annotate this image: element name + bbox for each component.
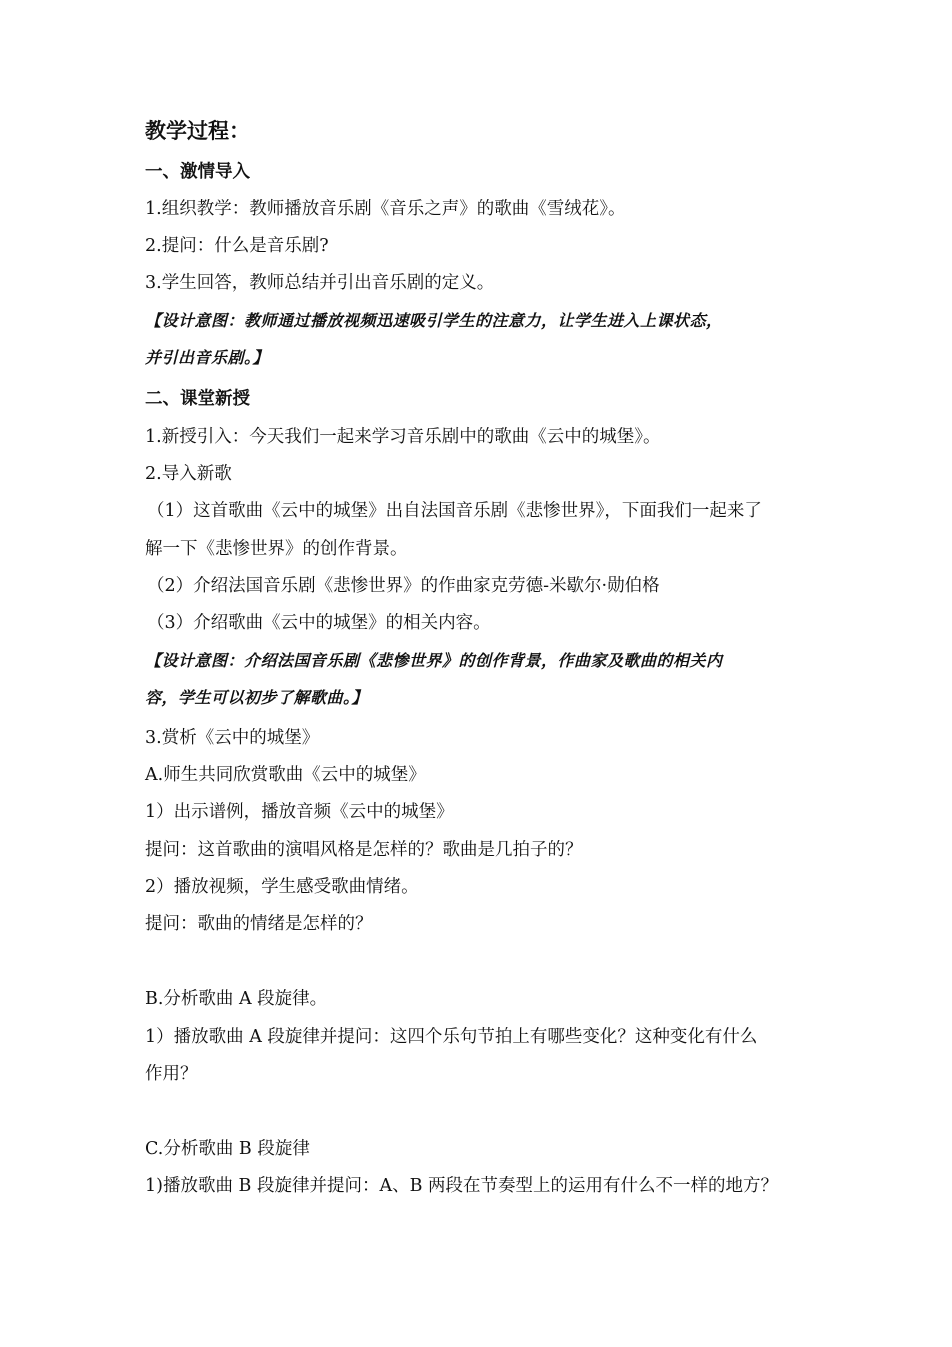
list-item: 1）播放歌曲 A 段旋律并提问：这四个乐句节拍上有哪些变化？这种变化有什么 bbox=[145, 1027, 758, 1047]
page-title: 教学过程： bbox=[145, 119, 250, 143]
list-item: 1.组织教学：教师播放音乐剧《音乐之声》的歌曲《雪绒花》。 bbox=[145, 199, 626, 219]
list-item: 3.赏析《云中的城堡》 bbox=[145, 728, 320, 748]
list-item: 2.提问：什么是音乐剧? bbox=[145, 236, 329, 256]
question-text: 提问：歌曲的情绪是怎样的？ bbox=[145, 914, 373, 934]
design-intent-line: 【设计意图：教师通过播放视频迅速吸引学生的注意力，让学生进入上课状态， bbox=[145, 311, 723, 330]
list-item: （3）介绍歌曲《云中的城堡》的相关内容。 bbox=[147, 613, 491, 633]
design-intent-line: 容，学生可以初步了解歌曲。】 bbox=[145, 688, 369, 707]
list-item: 作用？ bbox=[145, 1064, 198, 1084]
list-item: 1)播放歌曲 B 段旋律并提问：A、B 两段在节奏型上的运用有什么不一样的地方？ bbox=[145, 1176, 779, 1196]
sub-heading-part-b: B.分析歌曲 A 段旋律。 bbox=[145, 989, 328, 1009]
list-item: 1.新授引入：今天我们一起来学习音乐剧中的歌曲《云中的城堡》。 bbox=[145, 427, 661, 447]
list-item: （1）这首歌曲《云中的城堡》出自法国音乐剧《悲惨世界》，下面我们一起来了 bbox=[147, 501, 762, 521]
question-text: 提问：这首歌曲的演唱风格是怎样的？歌曲是几拍子的？ bbox=[145, 840, 583, 860]
list-item: 2.导入新歌 bbox=[145, 464, 232, 484]
section-heading-intro: 一、激情导入 bbox=[145, 162, 250, 182]
section-heading-new-lesson: 二、课堂新授 bbox=[145, 389, 250, 409]
design-intent-line: 并引出音乐剧。】 bbox=[145, 348, 270, 367]
list-item: 3.学生回答，教师总结并引出音乐剧的定义。 bbox=[145, 273, 495, 293]
list-item: （2）介绍法国音乐剧《悲惨世界》的作曲家克劳德-米歇尔·勋伯格 bbox=[147, 576, 660, 596]
design-intent-line: 【设计意图：介绍法国音乐剧《悲惨世界》的创作背景，作曲家及歌曲的相关内 bbox=[145, 651, 723, 670]
list-item: 解一下《悲惨世界》的创作背景。 bbox=[145, 539, 408, 559]
list-item: 1）出示谱例，播放音频《云中的城堡》 bbox=[145, 802, 454, 822]
sub-heading-part-a: A.师生共同欣赏歌曲《云中的城堡》 bbox=[145, 765, 426, 785]
list-item: 2）播放视频，学生感受歌曲情绪。 bbox=[145, 877, 419, 897]
sub-heading-part-c: C.分析歌曲 B 段旋律 bbox=[145, 1139, 310, 1159]
